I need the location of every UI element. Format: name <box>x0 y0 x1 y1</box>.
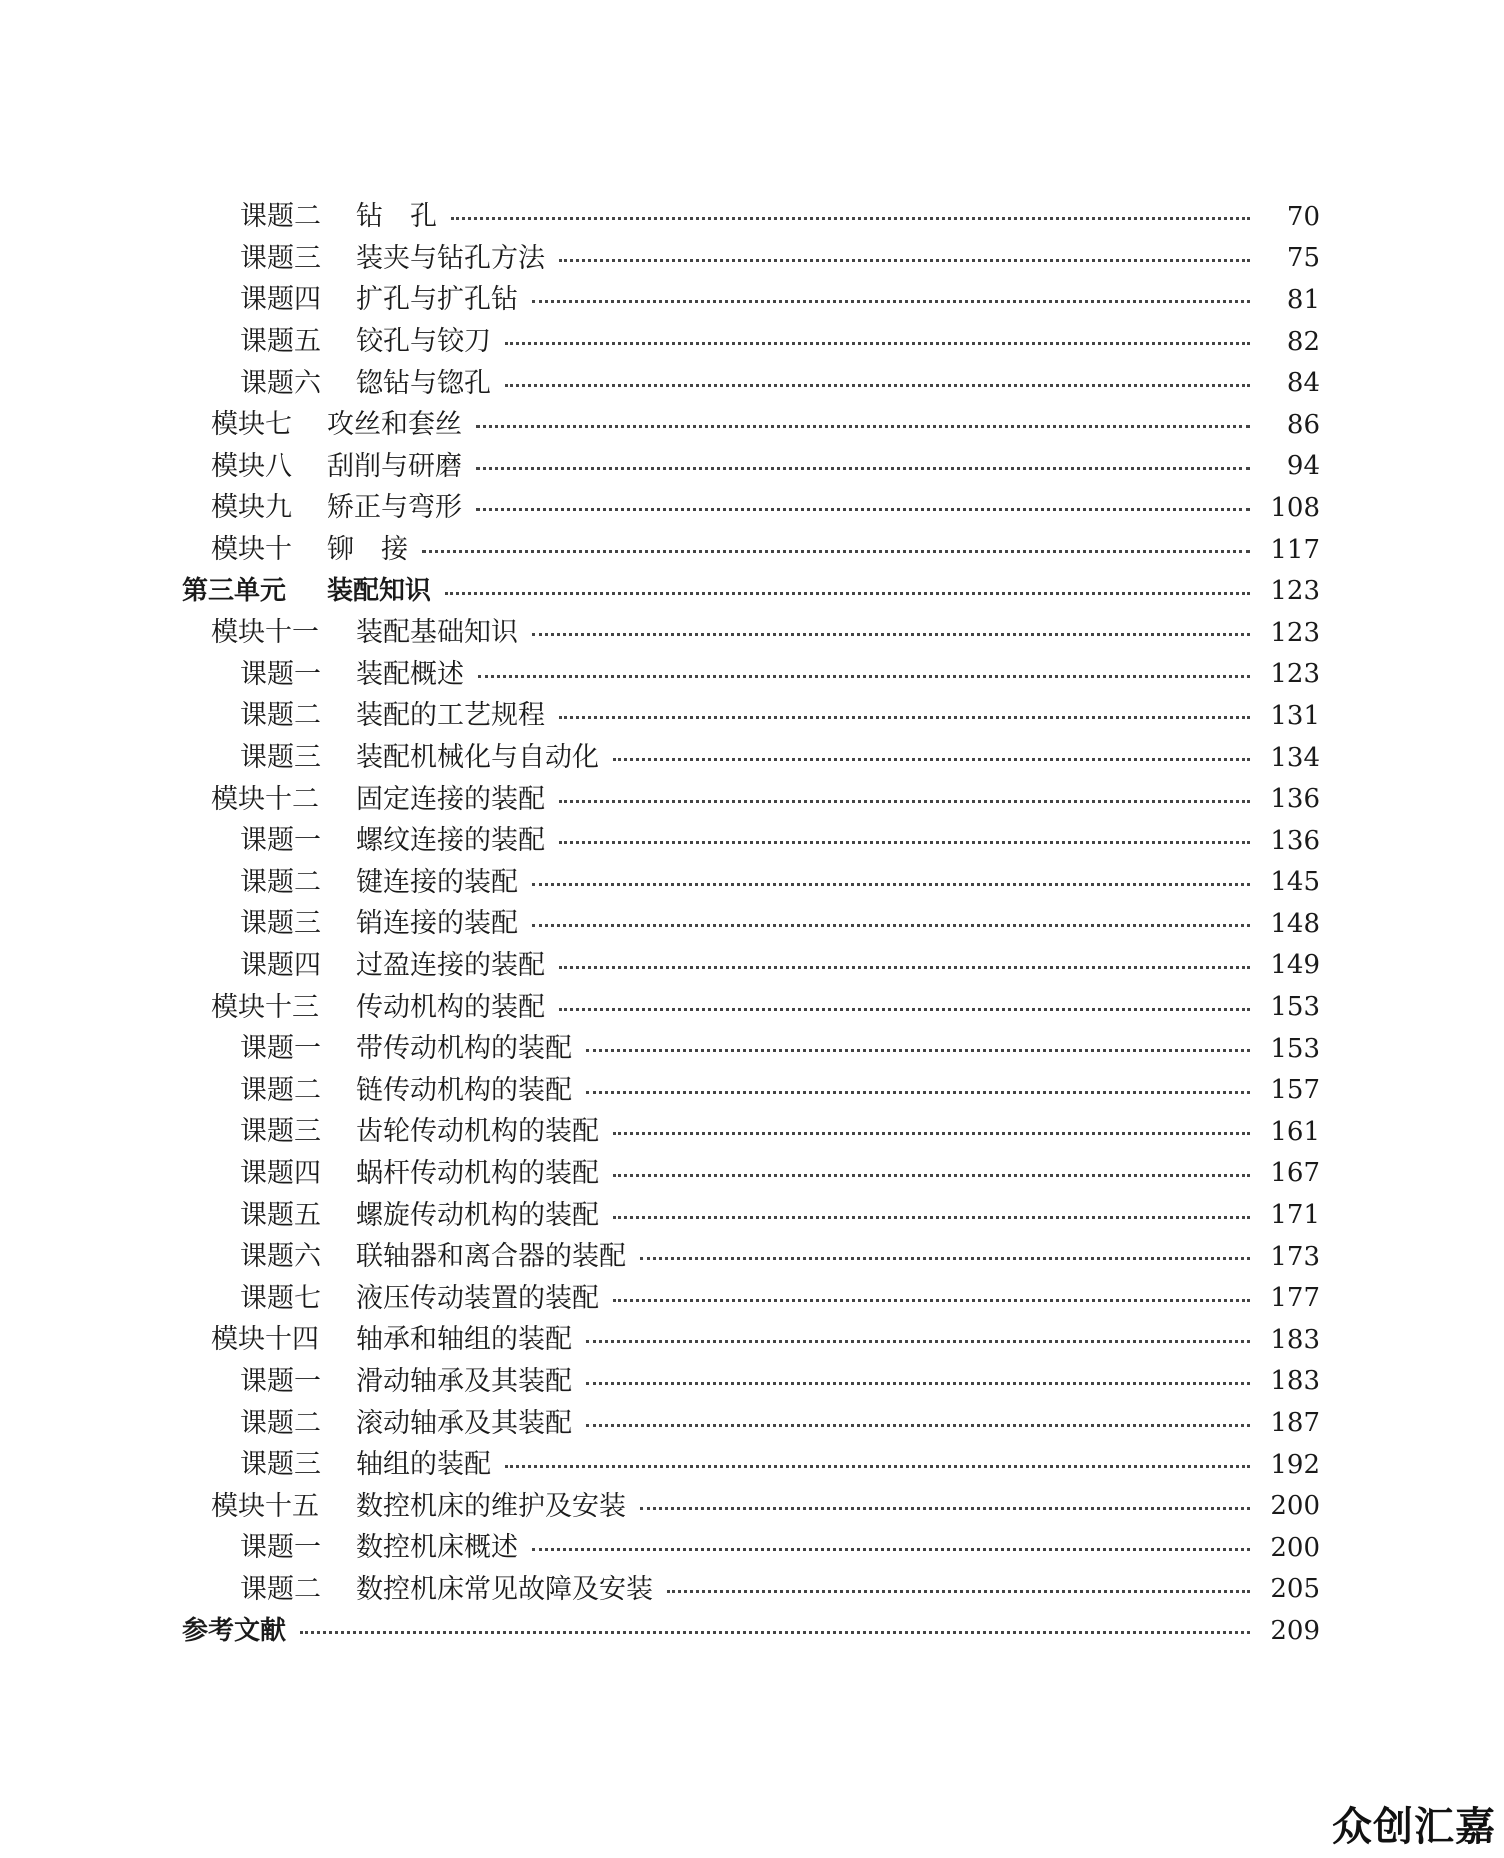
toc-entry-label <box>240 1365 576 1397</box>
toc-entry-page: 205 <box>1270 1574 1320 1605</box>
toc-entry[interactable] <box>0 903 1504 945</box>
dot-leader <box>478 675 1250 678</box>
toc-entry-number: 课题三 <box>240 1449 321 1481</box>
watermark-logo: 众创汇嘉 <box>1332 1804 1496 1850</box>
dot-leader <box>532 883 1250 886</box>
dot-leader <box>586 1049 1250 1052</box>
toc-entry[interactable] <box>0 1153 1504 1195</box>
toc-entry[interactable] <box>0 820 1504 862</box>
toc-entry-page: 108 <box>1270 492 1320 523</box>
toc-entry-label <box>211 783 549 815</box>
dot-leader <box>586 1091 1250 1094</box>
toc-entry-page: 136 <box>1270 784 1320 815</box>
toc-entry-label <box>240 326 495 358</box>
toc-entry-label <box>240 1157 603 1189</box>
toc-entry-title: 销连接的装配 <box>356 908 518 940</box>
toc-entry-label <box>240 1116 603 1148</box>
toc-entry-title: 联轴器和离合器的装配 <box>356 1241 626 1273</box>
toc-entry-title: 螺旋传动机构的装配 <box>356 1199 599 1231</box>
toc-entry-page: 153 <box>1270 1033 1320 1064</box>
toc-entry-number: 课题一 <box>240 1033 321 1065</box>
toc-entry[interactable] <box>0 1361 1504 1403</box>
toc-entry-title: 装配机械化与自动化 <box>356 742 599 774</box>
dot-leader <box>476 508 1250 511</box>
toc-entry[interactable] <box>0 362 1504 404</box>
toc-entry-label <box>240 1407 576 1439</box>
toc-entry[interactable] <box>0 1402 1504 1444</box>
toc-entry-page: 84 <box>1286 368 1320 399</box>
toc-entry-page: 75 <box>1286 243 1320 274</box>
toc-entry-page: 94 <box>1286 451 1320 482</box>
toc-entry-number: 课题四 <box>240 1157 321 1189</box>
toc-entry[interactable] <box>0 321 1504 363</box>
toc-entry-number: 课题七 <box>240 1282 321 1314</box>
toc-entry-title: 参考文献 <box>182 1615 287 1646</box>
toc-entry-label <box>240 284 522 316</box>
toc-entry-page: 161 <box>1270 1116 1320 1147</box>
toc-entry-number: 课题二 <box>240 866 321 898</box>
toc-entry-number: 模块十一 <box>211 617 319 649</box>
toc-entry-number: 模块十二 <box>211 783 319 815</box>
dot-leader <box>613 1174 1250 1177</box>
dot-leader <box>505 342 1250 345</box>
toc-entry-title: 攻丝和套丝 <box>327 409 462 441</box>
toc-entry-number: 模块十 <box>211 534 292 566</box>
toc-entry-page: 123 <box>1270 576 1320 607</box>
toc-entry-title: 数控机床常见故障及安装 <box>356 1573 653 1605</box>
dot-leader <box>559 800 1250 803</box>
toc-entry-label <box>240 1199 603 1231</box>
toc-entry-page: 153 <box>1270 992 1320 1023</box>
toc-entry-title: 扩孔与扩孔钻 <box>356 284 518 316</box>
toc-entry-number: 课题三 <box>240 742 321 774</box>
toc-entry[interactable] <box>0 529 1504 571</box>
toc-entry-number: 课题五 <box>240 326 321 358</box>
toc-entry-label <box>240 1033 576 1065</box>
toc-entry[interactable] <box>0 404 1504 446</box>
toc-entry-label <box>240 201 441 233</box>
toc-entry-page: 192 <box>1270 1449 1320 1480</box>
dot-leader <box>613 758 1250 761</box>
toc-entry[interactable] <box>0 1527 1504 1569</box>
toc-entry-number: 课题三 <box>240 242 321 274</box>
toc-entry[interactable] <box>0 654 1504 696</box>
toc-entry-label <box>211 450 466 482</box>
toc-entry-page: 183 <box>1270 1324 1320 1355</box>
toc-entry[interactable] <box>0 1569 1504 1611</box>
toc-entry-page: 136 <box>1270 825 1320 856</box>
toc-entry[interactable] <box>0 1319 1504 1361</box>
dot-leader <box>586 1424 1250 1427</box>
toc-entry-number: 课题一 <box>240 1365 321 1397</box>
toc-entry-label <box>240 1573 657 1605</box>
toc-entry-label <box>211 1490 630 1522</box>
toc-entry-label <box>240 1532 522 1564</box>
toc-entry-title: 螺纹连接的装配 <box>356 825 545 857</box>
toc-entry-title: 蜗杆传动机构的装配 <box>356 1157 599 1189</box>
toc-entry-title: 钻 孔 <box>356 201 437 233</box>
toc-entry-number: 模块八 <box>211 450 292 482</box>
dot-leader <box>476 425 1250 428</box>
toc-entry-number: 模块十四 <box>211 1324 319 1356</box>
toc-entry-label <box>240 866 522 898</box>
toc-entry-page: 187 <box>1270 1408 1320 1439</box>
dot-leader <box>613 1216 1250 1219</box>
toc-entry-number: 模块七 <box>211 409 292 441</box>
toc-entry-label <box>211 617 522 649</box>
toc-entry-title: 固定连接的装配 <box>356 783 545 815</box>
toc-entry-page: 200 <box>1270 1532 1320 1563</box>
toc-entry-page: 123 <box>1270 617 1320 648</box>
toc-entry-page: 117 <box>1270 534 1320 565</box>
dot-leader <box>451 217 1250 220</box>
toc-entry[interactable] <box>0 238 1504 280</box>
toc-entry[interactable] <box>0 1277 1504 1319</box>
toc-entry[interactable] <box>0 1485 1504 1527</box>
dot-leader <box>476 467 1250 470</box>
toc-entry-label <box>240 908 522 940</box>
toc-entry-title: 传动机构的装配 <box>356 991 545 1023</box>
toc-entry-number: 课题一 <box>240 825 321 857</box>
toc-entry-number: 课题二 <box>240 700 321 732</box>
toc-entry-label <box>182 576 435 607</box>
toc-entry-number: 课题六 <box>240 1241 321 1273</box>
toc-entry[interactable] <box>0 196 1504 238</box>
toc-entry-page: 200 <box>1270 1491 1320 1522</box>
toc-entry-number: 课题二 <box>240 1573 321 1605</box>
toc-entry[interactable] <box>0 279 1504 321</box>
dot-leader <box>559 716 1250 719</box>
toc-entry[interactable] <box>0 986 1504 1028</box>
toc-entry-title: 矫正与弯形 <box>327 492 462 524</box>
dot-leader <box>559 259 1250 262</box>
toc-entry-label <box>211 534 412 566</box>
toc-entry-page: 171 <box>1270 1200 1320 1231</box>
toc-entry-page: 173 <box>1270 1241 1320 1272</box>
toc-entry-label <box>240 1449 495 1481</box>
toc-entry-title: 锪钻与锪孔 <box>356 367 491 399</box>
table-of-contents <box>0 196 1504 1652</box>
dot-leader <box>559 841 1250 844</box>
toc-entry-label <box>211 991 549 1023</box>
toc-entry[interactable] <box>0 1610 1504 1652</box>
toc-entry[interactable] <box>0 945 1504 987</box>
dot-leader <box>667 1590 1250 1593</box>
toc-entry[interactable] <box>0 487 1504 529</box>
toc-entry-page: 81 <box>1286 284 1320 315</box>
toc-entry-number: 课题三 <box>240 908 321 940</box>
toc-entry[interactable] <box>0 862 1504 904</box>
toc-entry[interactable] <box>0 1444 1504 1486</box>
toc-entry[interactable] <box>0 1236 1504 1278</box>
toc-entry-title: 装配概述 <box>356 658 464 690</box>
toc-entry-page: 148 <box>1270 908 1320 939</box>
toc-entry-number: 课题二 <box>240 201 321 233</box>
toc-entry-title: 铆 接 <box>327 534 408 566</box>
toc-entry-title: 轴承和轴组的装配 <box>356 1324 572 1356</box>
dot-leader <box>613 1299 1250 1302</box>
dot-leader <box>505 384 1250 387</box>
toc-entry-page: 70 <box>1286 201 1320 232</box>
dot-leader <box>559 1008 1250 1011</box>
dot-leader <box>586 1382 1250 1385</box>
toc-entry-page: 123 <box>1270 659 1320 690</box>
toc-entry-number: 课题一 <box>240 658 321 690</box>
toc-entry-page: 209 <box>1270 1615 1320 1646</box>
toc-entry[interactable] <box>0 612 1504 654</box>
toc-entry-label <box>240 658 468 690</box>
toc-entry-title: 滑动轴承及其装配 <box>356 1365 572 1397</box>
toc-entry-title: 滚动轴承及其装配 <box>356 1407 572 1439</box>
toc-entry-number: 模块九 <box>211 492 292 524</box>
toc-entry-title: 过盈连接的装配 <box>356 949 545 981</box>
toc-entry-page: 149 <box>1270 950 1320 981</box>
toc-entry-page: 157 <box>1270 1075 1320 1106</box>
dot-leader <box>422 550 1250 553</box>
toc-entry-label <box>211 409 466 441</box>
toc-entry-page: 177 <box>1270 1283 1320 1314</box>
dot-leader <box>532 300 1250 303</box>
toc-entry-label <box>240 949 549 981</box>
toc-entry-title: 数控机床概述 <box>356 1532 518 1564</box>
toc-entry[interactable] <box>0 1194 1504 1236</box>
toc-entry[interactable] <box>0 570 1504 612</box>
toc-entry-number: 模块十三 <box>211 991 319 1023</box>
toc-entry-title: 齿轮传动机构的装配 <box>356 1116 599 1148</box>
toc-entry-title: 铰孔与铰刀 <box>356 326 491 358</box>
toc-entry[interactable] <box>0 1069 1504 1111</box>
toc-entry-number: 课题六 <box>240 367 321 399</box>
toc-entry-number: 课题五 <box>240 1199 321 1231</box>
toc-entry-number: 课题三 <box>240 1116 321 1148</box>
toc-entry-label <box>240 367 495 399</box>
toc-entry-label <box>240 825 549 857</box>
toc-entry-title: 装配基础知识 <box>356 617 518 649</box>
toc-entry-label <box>211 492 466 524</box>
toc-entry[interactable] <box>0 1111 1504 1153</box>
toc-entry-label <box>211 1324 576 1356</box>
toc-entry-label <box>240 1241 630 1273</box>
toc-entry-number: 课题四 <box>240 949 321 981</box>
toc-entry-label <box>182 1615 290 1646</box>
toc-entry-label <box>240 1282 603 1314</box>
toc-entry[interactable] <box>0 695 1504 737</box>
dot-leader <box>640 1257 1250 1260</box>
toc-entry-number: 课题一 <box>240 1532 321 1564</box>
dot-leader <box>532 1548 1250 1551</box>
dot-leader <box>445 592 1250 595</box>
dot-leader <box>586 1340 1250 1343</box>
toc-entry-title: 带传动机构的装配 <box>356 1033 572 1065</box>
dot-leader <box>532 924 1250 927</box>
toc-entry[interactable] <box>0 446 1504 488</box>
toc-entry[interactable] <box>0 778 1504 820</box>
toc-entry-title: 刮削与研磨 <box>327 450 462 482</box>
dot-leader <box>505 1465 1250 1468</box>
toc-entry-title: 数控机床的维护及安装 <box>356 1490 626 1522</box>
toc-entry-title: 装夹与钻孔方法 <box>356 242 545 274</box>
toc-entry-label <box>240 742 603 774</box>
dot-leader <box>532 633 1250 636</box>
toc-entry-label <box>240 1074 576 1106</box>
toc-entry-page: 134 <box>1270 742 1320 773</box>
toc-entry-page: 131 <box>1270 700 1320 731</box>
toc-entry-number: 课题四 <box>240 284 321 316</box>
toc-entry-number: 课题二 <box>240 1407 321 1439</box>
toc-entry-title: 链传动机构的装配 <box>356 1074 572 1106</box>
dot-leader <box>300 1631 1250 1634</box>
toc-entry-label <box>240 242 549 274</box>
toc-entry-page: 183 <box>1270 1366 1320 1397</box>
toc-entry-title: 键连接的装配 <box>356 866 518 898</box>
toc-entry-title: 轴组的装配 <box>356 1449 491 1481</box>
toc-entry-number: 第三单元 <box>182 576 287 607</box>
toc-entry-title: 液压传动装置的装配 <box>356 1282 599 1314</box>
toc-entry-page: 167 <box>1270 1158 1320 1189</box>
toc-entry-page: 82 <box>1286 326 1320 357</box>
toc-entry[interactable] <box>0 737 1504 779</box>
dot-leader <box>613 1132 1250 1135</box>
toc-entry-page: 86 <box>1286 409 1320 440</box>
toc-entry-number: 模块十五 <box>211 1490 319 1522</box>
dot-leader <box>559 966 1250 969</box>
dot-leader <box>640 1507 1250 1510</box>
toc-entry[interactable] <box>0 1028 1504 1070</box>
toc-entry-label <box>240 700 549 732</box>
toc-entry-page: 145 <box>1270 867 1320 898</box>
toc-entry-title: 装配知识 <box>327 576 432 607</box>
toc-entry-title: 装配的工艺规程 <box>356 700 545 732</box>
toc-entry-number: 课题二 <box>240 1074 321 1106</box>
